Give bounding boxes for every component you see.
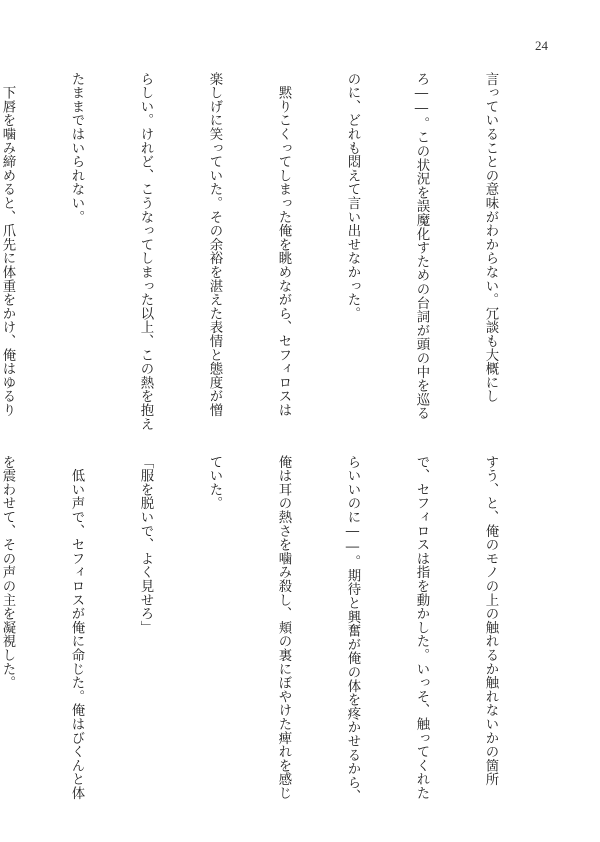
text-line: 下唇を噛み締めると、爪先に体重をかけ、俺はゆるり [0, 72, 15, 417]
text-line: を震わせて、その声の主を凝視した。 [0, 455, 15, 690]
text-line: 低い声で、セフィロスが俺に命じた。俺はびくんと体 [69, 455, 84, 800]
text-line: 言っていることの意味がわからない。冗談も大概にし [483, 72, 498, 404]
text-line: 楽しげに笑っていた。その余裕を湛えた表情と態度が憎 [207, 72, 222, 417]
text-line: 「服を脱いで、よく見せろ」 [138, 455, 153, 635]
text-block-bottom [0, 455, 548, 804]
text-line: のに、どれも悶えて言い出せなかった。 [345, 72, 360, 321]
text-line: 俺は耳の熱さを噛み殺し、頬の裏にぼやけた痺れを感じ [276, 455, 291, 800]
page-number: 24 [535, 38, 548, 53]
text-line: 黙りこくってしまった俺を眺めながら、セフィロスは [276, 72, 291, 417]
text-line: らいいのに――。期待と興奮が俺の体を疼かせるから、 [345, 455, 360, 804]
text-line: すう、と、俺のモノの上の触れるか触れないかの箇所 [483, 455, 498, 787]
text-line: ていた。 [207, 455, 222, 511]
text-line: で、セフィロスは指を動かした。いっそ、触ってくれた [414, 455, 429, 800]
text-line: たままではいられない。 [69, 72, 84, 224]
text-line: ろ――。この状況を誤魔化すための台詞が頭の中を巡る [414, 72, 429, 421]
text-block-top [0, 72, 548, 431]
text-line: らしい。けれど、こうなってしまった以上、この熱を抱え [138, 72, 153, 431]
